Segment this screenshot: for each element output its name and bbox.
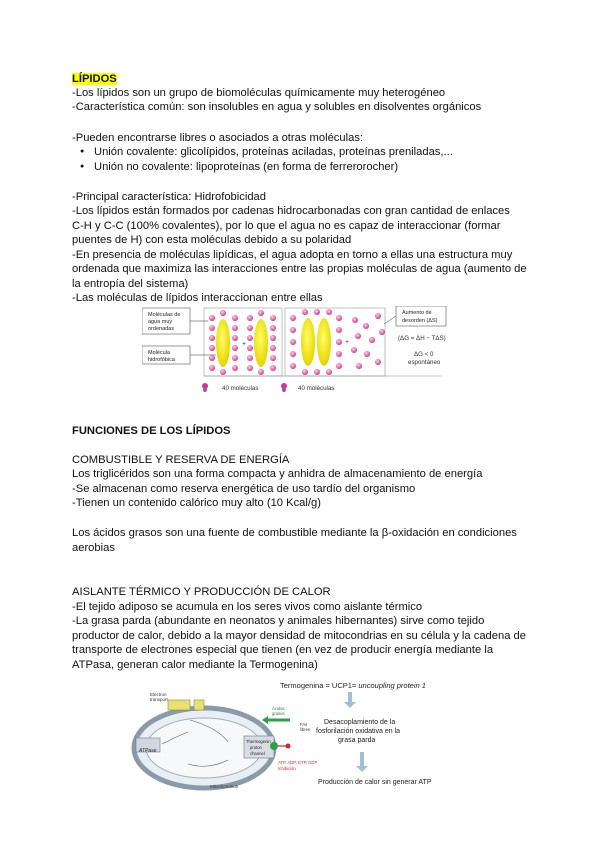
bullet-item: ● Unión no covalente: lipoproteínas (en forma de ferrerorocher) xyxy=(94,160,398,174)
text-line: productor de calor, debido a la mayor densidad de mitocondrias en su célula y la cadena de xyxy=(72,630,526,642)
free-water-molecules xyxy=(351,313,385,369)
text-line: C-H y C-C (100% covalentes), por lo que el agua no es capaz de interaccionar (formar xyxy=(72,220,501,232)
label-hydrophobic: Molécula xyxy=(148,350,171,356)
text-line: -Los lípidos están formados por cadenas hidrocarbonadas con gran cantidad de enlaces xyxy=(72,205,510,217)
text-line: transporte de electrones especial que tienen (en vez de producir energía mediante la xyxy=(72,644,494,656)
label-atpase: ATPase xyxy=(139,748,157,754)
hydrophobic-effect-figure xyxy=(142,306,482,378)
label-entropy: desorden (ΔS) xyxy=(402,318,438,324)
molecule-counts xyxy=(200,380,370,394)
label-mitochondrion: Mitochondrion xyxy=(210,784,239,789)
label-ordered-water: Moléculas de xyxy=(148,312,181,318)
text-line: Los ácidos grasos son una fuente de combustible mediante la β-oxidación en condiciones xyxy=(72,527,517,539)
subheading-combustible: COMBUSTIBLE Y RESERVA DE ENERGÍA xyxy=(72,454,290,466)
label-fatty-acids: grasos xyxy=(272,711,285,716)
count-left: 40 moléculas xyxy=(222,385,259,392)
activation-dot xyxy=(270,742,278,750)
lipid-molecule xyxy=(301,318,315,366)
label-inhibition: Inhibición xyxy=(278,766,296,771)
text-line: -Pueden encontrarse libres o asociados a otras moléculas: xyxy=(72,132,364,144)
section-title-lipidos: LÍPIDOS xyxy=(72,73,117,85)
label-ordered-water: ordenadas xyxy=(148,326,174,332)
svg-text:+: + xyxy=(345,339,350,346)
result-uncoupling: grasa parda xyxy=(338,737,376,744)
text-line: -La grasa parda (abundante en neonatos y animales hibernantes) sirve como tejido xyxy=(72,615,485,627)
label-ordered-water: agua muy xyxy=(148,319,173,325)
text-line: puentes de H) con esta moléculas debido a su polaridad xyxy=(72,234,352,246)
subheading-aislante: AISLANTE TÉRMICO Y PRODUCCIÓN DE CALOR xyxy=(72,586,331,598)
text-line: -En presencia de moléculas lipídicas, el agua adopta en torno a ellas una estructura muy xyxy=(72,249,513,261)
electron-transport-complex xyxy=(194,700,204,710)
bullet-item: ● Unión covalente: glicolípidos, proteínas aciladas, proteínas preniladas,... xyxy=(94,145,453,159)
label-free-fa: FAs xyxy=(300,722,308,727)
label-fatty-acids: Ácidos xyxy=(272,706,285,711)
thermogenin-figure xyxy=(128,680,490,792)
text-line: -Característica común: son insolubles en agua y solubles en disolventes orgánicos xyxy=(72,101,482,113)
text-line: aerobias xyxy=(72,542,115,554)
label-thermogenin: proton xyxy=(250,745,262,750)
gibbs-equation: (ΔG = ΔH − TΔS) xyxy=(398,335,446,342)
label-entropy: Aumento de xyxy=(402,310,432,316)
text-line: -Las moléculas de lípidos interaccionan entre ellas xyxy=(72,292,323,304)
lipid-molecule xyxy=(317,318,331,366)
electron-transport-complex xyxy=(168,700,190,710)
label-nucleotides: ATP, ADP, GTP, GDP xyxy=(278,760,318,765)
label-electron-transport: transport xyxy=(150,697,168,702)
lipid-molecule xyxy=(216,319,230,367)
text-line: -Tienen un contenido calórico muy alto (10 Kcal/g) xyxy=(72,497,321,509)
inhibition-dot xyxy=(286,744,291,749)
text-line: la entropía del sistema) xyxy=(72,278,189,290)
text-line: ordenada que maximiza las interacciones entre las propias moléculas de agua (aumento de xyxy=(72,263,527,275)
figure2-title: Termogenina = UCP1= uncoupling protein 1 xyxy=(280,681,426,690)
text-line: -Se almacenan como reserva energética de uso tardío del organismo xyxy=(72,483,416,495)
aggregated-water-molecules xyxy=(290,309,342,375)
text-line: Los triglicéridos son una forma compacta y anhidra de almacenamiento de energía xyxy=(72,468,483,480)
label-thermogenin: channel xyxy=(250,751,265,756)
lipid-molecule xyxy=(254,319,268,367)
label-thermogenin: Thermogenin xyxy=(246,739,271,744)
text-line: -Los lípidos son un grupo de biomoléculas químicamente muy heterogéneo xyxy=(72,87,446,99)
delta-g-label: ΔG < 0 xyxy=(414,351,434,358)
text-line: -Principal característica: Hidrofobicidad xyxy=(72,191,266,203)
label-free-fa: libres xyxy=(300,727,311,732)
section-title-funciones: FUNCIONES DE LOS LÍPIDOS xyxy=(72,425,231,437)
result-uncoupling: fosforilación oxidativa en la xyxy=(316,728,401,735)
label-hydrophobic: hidrofóbica xyxy=(148,357,175,363)
count-right: 40 moléculas xyxy=(298,385,335,392)
spontaneous-label: espontáneo xyxy=(408,359,441,366)
result-heat: Producción de calor sin generar ATP xyxy=(318,779,432,786)
text-line: -El tejido adiposo se acumula en los seres vivos como aislante térmico xyxy=(72,601,423,613)
text-line: ATPasa, generan calor mediante la Termogenina) xyxy=(72,659,318,671)
svg-text:+: + xyxy=(242,341,247,348)
result-uncoupling: Desacoplamiento de la xyxy=(324,719,396,726)
label-electron-transport: Electron xyxy=(150,692,167,697)
